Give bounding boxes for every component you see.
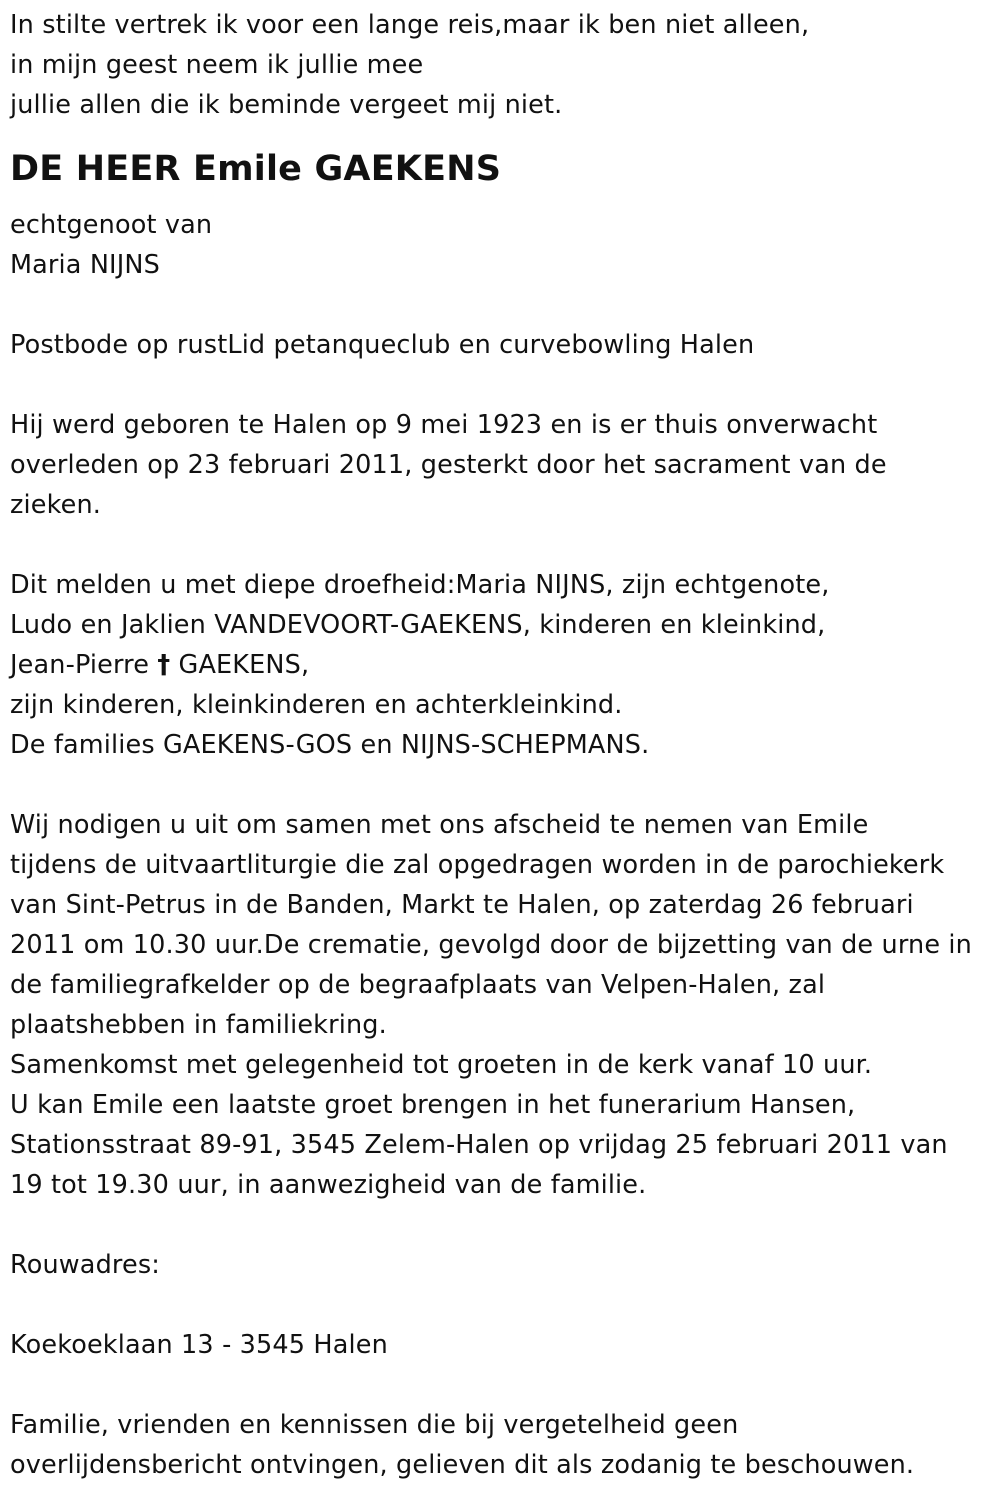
spouse-label: echtgenoot van [10, 210, 213, 240]
paragraph-line [10, 645, 990, 685]
paragraph-line: de familiegrafkelder op de begraafplaats van Velpen-Halen, zal [10, 970, 826, 1000]
spacer [10, 765, 990, 805]
spouse-block [10, 205, 990, 285]
occupation-text: Postbode op rustLid petanqueclub en curvebowling Halen [10, 330, 755, 360]
paragraph-line: Hij werd geboren te Halen op 9 mei 1923 en is er thuis onverwacht [10, 410, 878, 440]
poem-line: in mijn geest neem ik jullie mee [10, 50, 424, 80]
paragraph-line: plaatshebben in familiekring. [10, 1010, 387, 1040]
paragraph-line: tijdens de uitvaartliturgie die zal opgedragen worden in de parochiekerk [10, 850, 945, 880]
spacer [10, 285, 990, 325]
paragraph-line: Wij nodigen u uit om samen met ons afscheid te nemen van Emile [10, 810, 869, 840]
address-label: Rouwadres: [10, 1250, 160, 1280]
address-value: Koekoeklaan 13 - 3545 Halen [10, 1330, 388, 1360]
paragraph-line: Familie, vrienden en kennissen die bij vergetelheid geen [10, 1410, 739, 1440]
paragraph-line: zieken. [10, 490, 102, 520]
announcers-paragraph [10, 565, 990, 765]
paragraph-line: De families GAEKENS-GOS en NIJNS-SCHEPMANS. [10, 730, 650, 760]
ceremony-paragraph [10, 805, 990, 1205]
cross-icon: † [157, 650, 171, 680]
spacer [10, 525, 990, 565]
poem-line: In stilte vertrek ik voor een lange reis,maar ik ben niet alleen, [10, 10, 810, 40]
spouse-name: Maria NIJNS [10, 250, 160, 280]
paragraph-line: 2011 om 10.30 uur.De crematie, gevolgd door de bijzetting van de urne in [10, 930, 972, 960]
paragraph-line: overleden op 23 februari 2011, gesterkt door het sacrament van de [10, 450, 887, 480]
paragraph-line: Ludo en Jaklien VANDEVOORT-GAEKENS, kinderen en kleinkind, [10, 610, 826, 640]
paragraph-line: 19 tot 19.30 uur, in aanwezigheid van de familie. [10, 1170, 647, 1200]
poem [10, 5, 990, 125]
deceased-name-heading: DE HEER Emile GAEKENS [10, 149, 502, 189]
closing-paragraph [10, 1405, 990, 1485]
paragraph-line: zijn kinderen, kleinkinderen en achterkleinkind. [10, 690, 623, 720]
spacer [10, 1205, 990, 1245]
paragraph-line: Dit melden u met diepe droefheid:Maria NIJNS, zijn echtgenote, [10, 570, 830, 600]
paragraph-line: Stationsstraat 89-91, 3545 Zelem-Halen op vrijdag 25 februari 2011 van [10, 1130, 948, 1160]
birth-death-paragraph [10, 405, 990, 525]
spacer [10, 1285, 990, 1325]
spacer [10, 1365, 990, 1405]
paragraph-line: overlijdensbericht ontvingen, gelieven dit als zodanig te beschouwen. [10, 1450, 915, 1480]
child-first-name: Jean-Pierre [10, 650, 150, 680]
paragraph-line: Samenkomst met gelegenheid tot groeten in de kerk vanaf 10 uur. [10, 1050, 873, 1080]
paragraph-line: U kan Emile een laatste groet brengen in het funerarium Hansen, [10, 1090, 856, 1120]
paragraph-line: van Sint-Petrus in de Banden, Markt te Halen, op zaterdag 26 februari [10, 890, 914, 920]
child-surname: GAEKENS, [178, 650, 310, 680]
spacer [10, 365, 990, 405]
poem-line: jullie allen die ik beminde vergeet mij niet. [10, 90, 563, 120]
